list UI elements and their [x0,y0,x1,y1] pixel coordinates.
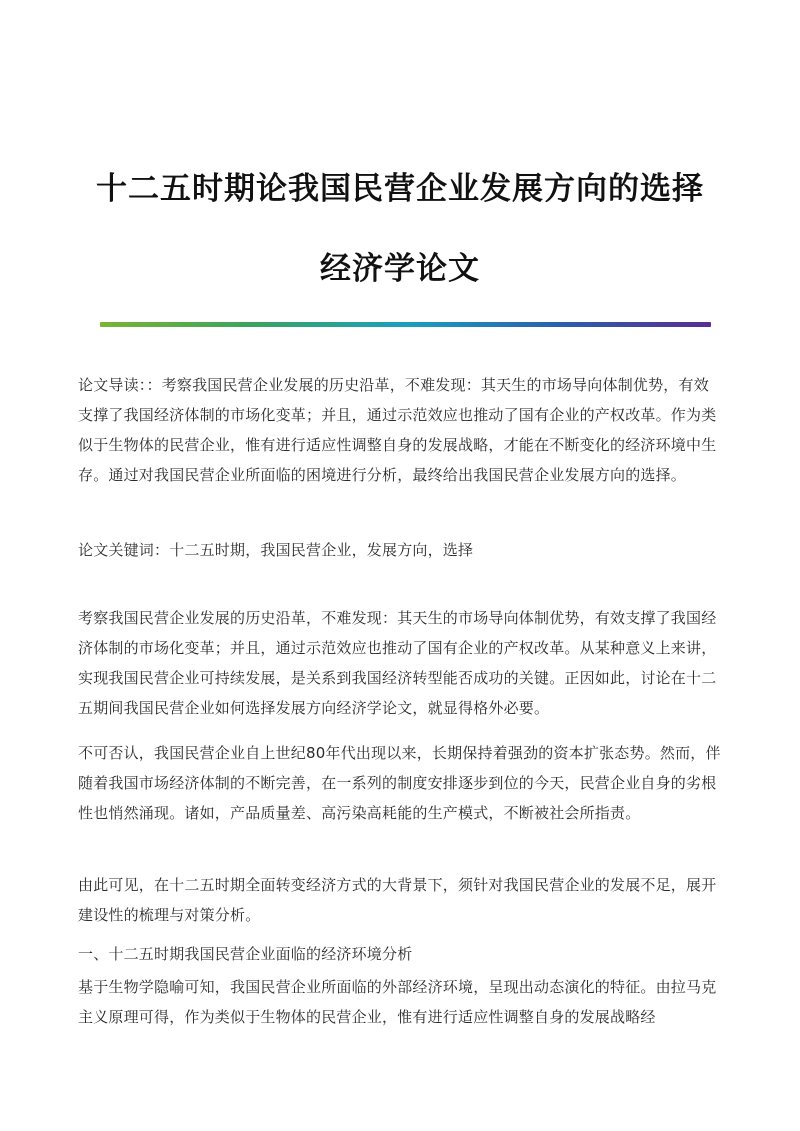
title-divider [100,322,711,327]
document-title-line-1: 十二五时期论我国民营企业发展方向的选择 [96,171,704,207]
section-heading: 一、十二五时期我国民营企业面临的经济环境分析 [78,945,413,963]
keywords-line: 论文关键词：十二五时期，我国民营企业，发展方向，选择 [78,541,474,559]
document-title-line-2: 经济学论文 [320,251,480,287]
abstract-paragraph: 论文导读：：考察我国民营企业发展的历史沿革，不难发现：其天生的市场导向体制优势，有效支撑了我国经济体制的市场化变革；并且，通过示范效应也推动了国有企业的产权改革。作为类似于生物体的民营企业，惟有进行适应性调整自身的发展战略，才能在不断变化的经济环境中生存。通过对我国民营企业所面临的困境进行分析，最终给出我国民营企业发展方向的选择。 [78,376,717,484]
body-paragraph-3: 由此可见，在十二五时期全面转变经济方式的大背景下，须针对我国民营企业的发展不足，展开建设性的梳理与对策分析。 [78,876,717,924]
body-paragraph-2: 不可否认，我国民营企业自上世纪80年代出现以来，长期保持着强劲的资本扩张态势。然而，伴随着我国市场经济体制的不断完善，在一系列的制度安排逐步到位的今天，民营企业自身的劣根性也悄然涌现。诸如，产品质量差、高污染高耗能的生产模式，不断被社会所指责。 [78,744,721,822]
body-paragraph-4: 基于生物学隐喻可知，我国民营企业所面临的外部经济环境，呈现出动态演化的特征。由拉马克主义原理可得，作为类似于生物体的民营企业，惟有进行适应性调整自身的发展战略经 [78,978,717,1026]
body-paragraph-1: 考察我国民营企业发展的历史沿革，不难发现：其天生的市场导向体制优势，有效支撑了我国经济体制的市场化变革；并且，通过示范效应也推动了国有企业的产权改革。从某种意义上来讲，实现我国民营企业可持续发展，是关系到我国经济转型能否成功的关键。正因如此，讨论在十二五期间我国民营企业如何选择发展方向经济学论文，就显得格外必要。 [78,609,717,717]
